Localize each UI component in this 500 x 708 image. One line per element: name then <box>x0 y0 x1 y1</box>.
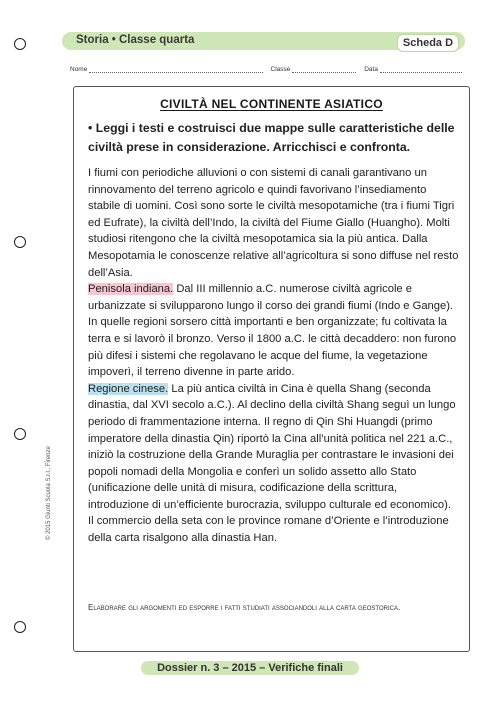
binder-hole-middle <box>14 236 26 248</box>
sheet-badge: Scheda D <box>397 34 459 52</box>
classe-field[interactable] <box>292 66 356 73</box>
student-info-line <box>70 66 470 73</box>
worksheet-title-text: CIVILTÀ NEL CONTINENTE ASIATICO <box>160 97 383 111</box>
china-text: La più antica civiltà in Cina è quella Shang (seconda dinastia, dal XVI secolo a.C.). Al declino della civiltà Shang seguì un lungo periodo di frammentazione interna. Il regno di Qin Shi Huangdi (primo imperatore della dinastia Qin) riportò la Cina all’unità politica nel 221 a.C., iniziò la costruzione della Grande Muraglia per contrastare le invasioni dei popoli nomadi della Mongolia e conferì un solido assetto allo Stato (unificazione delle unità di misura, codificazione della scrittura, introduzione di un’efficiente burocrazia, sviluppo culturale ed economico). Il commercio della seta con le province romane d’Oriente e l’introduzione della carta risalgono alla dinastia Han. <box>88 382 456 545</box>
copyright-vertical: © 2015 Giunti Scuola S.r.l., Firenze <box>46 446 52 540</box>
paragraph-intro: I fiumi con periodiche alluvioni o con sistemi di canali garantivano un rinnovamento del terreno agricolo e quindi favorivano l’insediamento stabile di uomini. Così sono sorte le civiltà mesopotamiche (tra i fiumi Tigri ed Eufrate), la civiltà dell’Indo, la civiltà del Fiume Giallo (Huangho). Molti studiosi ritengono che la civiltà mesopotamica sia la più antica. Dalla Mesopotamia le conoscenze relative all’agricoltura si sono diffuse nel resto dell’Asia. <box>88 167 459 279</box>
india-heading: Penisola indiana. <box>88 283 174 296</box>
paragraph-china <box>88 381 459 547</box>
worksheet-title <box>74 97 469 111</box>
china-heading: Regione cinese. <box>88 382 169 395</box>
header-title: Storia • Classe quarta <box>76 34 195 46</box>
data-field[interactable] <box>380 66 462 73</box>
task-footnote: Elaborare gli argomenti ed esporre i fatti studiati associandoli alla carta geostorica. <box>88 603 401 612</box>
paragraph-india <box>88 281 459 381</box>
india-text: Dal III millennio a.C. numerose civiltà agricole e urbanizzate si svilupparono lungo il corso dei grandi fiumi (Indo e Gange). In quelle regioni sorsero città importanti e ben organizzate; fu coltivata la terra e si lavorò il bronzo. Verso il 1800 a.C. le città decaddero: non furono più difesi i sistemi che regolavano le acque del fiume, la vegetazione impoverì, il terreno divenne in parte arido. <box>88 283 457 379</box>
instruction-text: • Leggi i testi e costruisci due mappe sulle caratteristiche delle civiltà prese in considerazione. Arricchisci e confronta. <box>88 121 455 154</box>
nome-label: Nome <box>70 66 88 73</box>
binder-hole-top <box>14 38 26 50</box>
classe-label: Classe <box>270 66 291 73</box>
footer-label: Dossier n. 3 – 2015 – Verifiche finali <box>141 661 359 675</box>
worksheet-box <box>73 86 470 652</box>
footer <box>0 658 500 676</box>
reading-text <box>88 165 459 547</box>
binder-hole-lower <box>14 428 26 440</box>
header-bar <box>62 32 465 50</box>
binder-hole-bottom <box>14 621 26 633</box>
data-label: Data <box>364 66 378 73</box>
nome-field[interactable] <box>89 66 262 73</box>
